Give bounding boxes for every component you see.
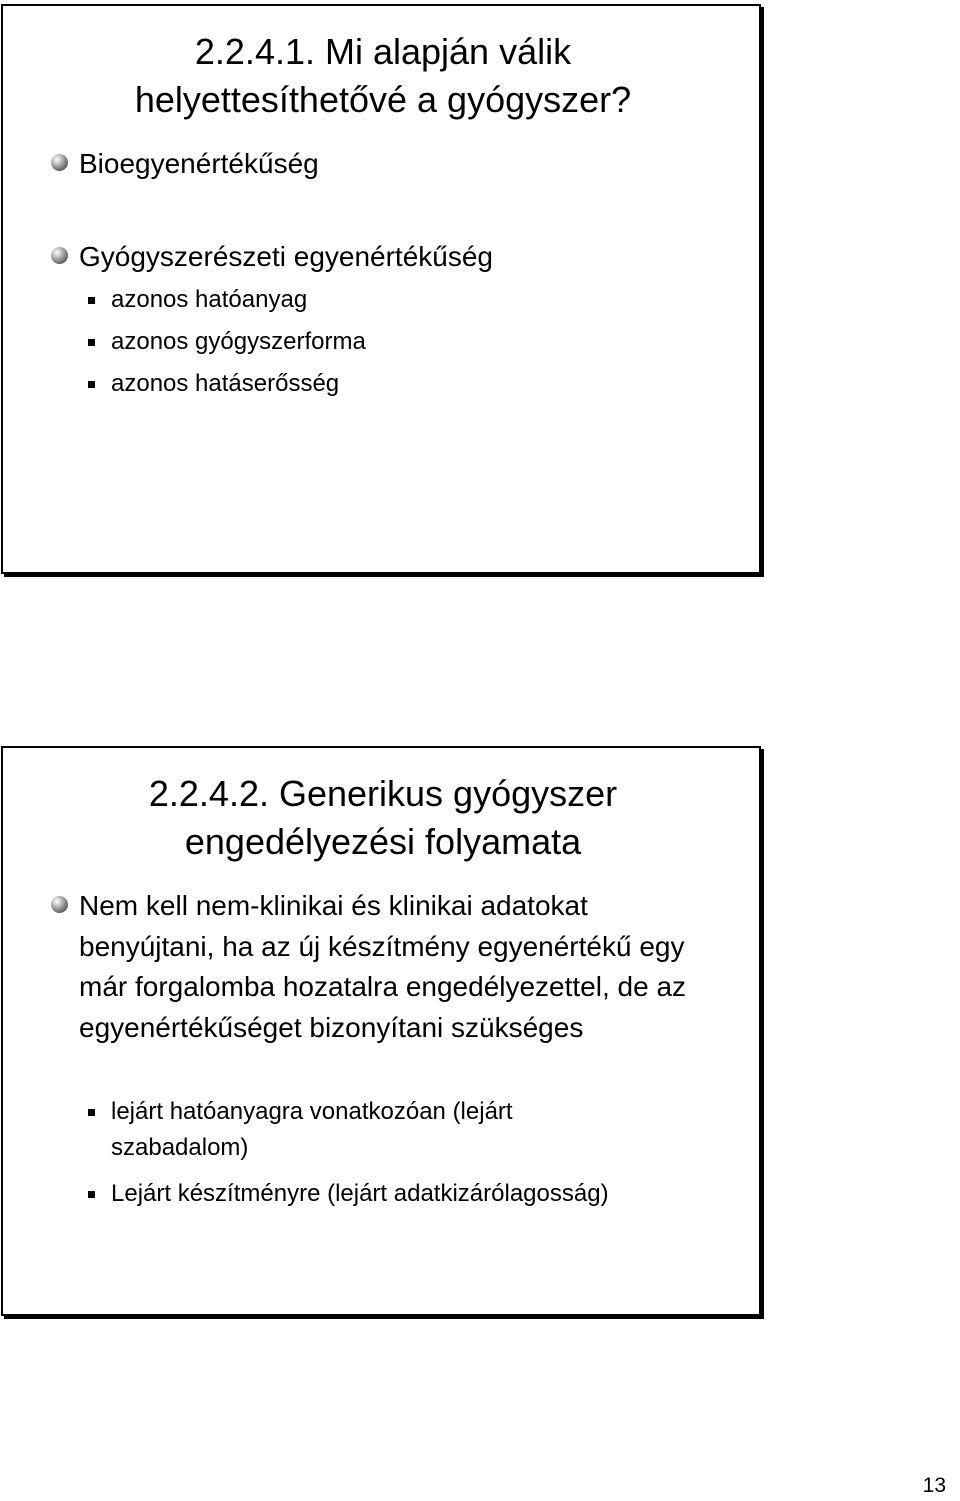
slide-1-bullet-list — [51, 144, 719, 277]
slide-1-bullet-1 — [51, 144, 719, 185]
square-bullet-icon — [88, 1109, 95, 1116]
sub-bullet-2 — [51, 324, 719, 360]
slide-2 — [1, 746, 761, 1316]
sub-bullet-3 — [51, 366, 719, 402]
page-number: 13 — [922, 1474, 946, 1497]
square-bullet-icon — [88, 381, 95, 388]
sub-bullet-text: azonos hatóanyag — [111, 286, 308, 313]
slide-1-bullet-2 — [51, 237, 719, 278]
sub-bullet-1 — [51, 282, 719, 318]
bullet-text: Nem kell nem-klinikai és klinikai adatokat benyújtani, ha az új készítmény egyenértékű egy már forgalomba hozatalra engedélyezettel, de az egyenértékűséget bizonyítani szükséges — [79, 890, 687, 1043]
square-bullet-icon — [88, 1191, 95, 1198]
slide-2-title: 2.2.4.2. Generikus gyógyszer engedélyezési folyamata — [148, 773, 618, 862]
slide-2-sub-list — [51, 1094, 639, 1212]
sub-bullet-text: Lejárt készítményre (lejárt adatkizárólagosság) — [111, 1180, 609, 1207]
sub-bullet-text: azonos hatáserősség — [111, 370, 340, 397]
slide-1 — [1, 4, 761, 574]
slide-1-title: 2.2.4.1. Mi alapján válik helyettesíthetővé a gyógyszer? — [134, 31, 632, 120]
bullet-text: Bioegyenértékűség — [79, 148, 319, 179]
bullet-text: Gyógyszerészeti egyenértékűség — [79, 240, 493, 272]
sub-bullet-2 — [51, 1176, 639, 1212]
sphere-bullet-icon — [51, 247, 68, 264]
slide-2-bullet-1 — [51, 886, 729, 1048]
sphere-bullet-icon — [51, 896, 68, 913]
square-bullet-icon — [88, 339, 95, 346]
slide-2-bullet-list — [51, 886, 729, 1048]
sub-bullet-text: azonos gyógyszerforma — [111, 328, 366, 355]
sub-bullet-text: lejárt hatóanyagra vonatkozóan (lejárt szabadalom) — [111, 1098, 513, 1161]
square-bullet-icon — [88, 297, 95, 304]
sphere-bullet-icon — [51, 154, 68, 171]
sub-bullet-1 — [51, 1094, 639, 1166]
slide-1-sub-list — [51, 282, 719, 402]
